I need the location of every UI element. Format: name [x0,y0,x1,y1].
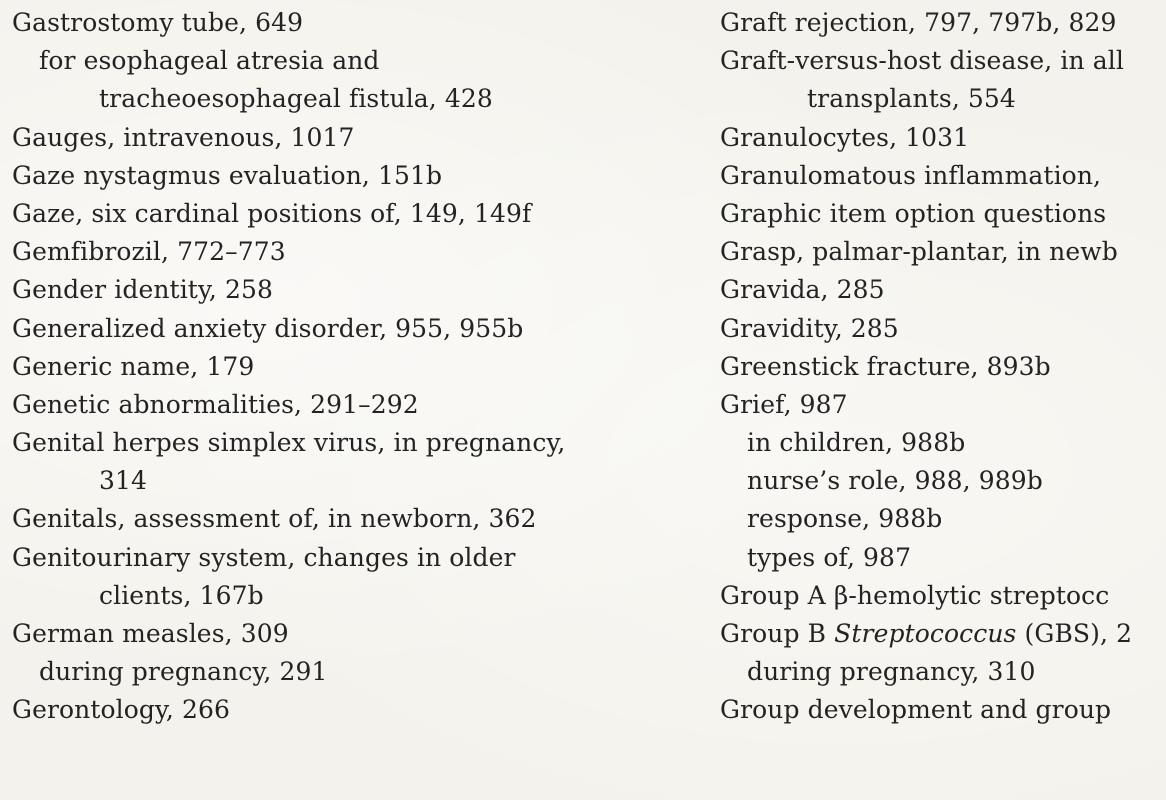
index-entry: German measles, 309 [12,619,289,648]
index-entry-continuation: clients, 167b [99,580,264,610]
index-entry-continuation: tracheoesophageal fistula, 428 [99,84,493,114]
index-entry: Group A β-hemolytic streptocc [720,580,1110,610]
index-subentry: during pregnancy, 291 [39,657,328,687]
index-entry: Gerontology, 266 [12,695,231,725]
index-column-left [12,4,565,730]
index-subentry: nurse’s role, 988, 989b [747,466,1043,496]
index-subentry: in children, 988b [747,428,966,458]
index-entry: Granulomatous inflammation, [720,160,1102,190]
index-subentry: for esophageal atresia and [39,46,380,76]
index-entry: Gender identity, 258 [12,275,273,305]
index-entry: Graft rejection, 797, 797b, 829 [720,8,1117,37]
index-column-right [720,4,1132,730]
index-entry: Gemfibrozil, 772–773 [12,237,286,267]
index-entry-continuation: 314 [99,466,148,496]
index-entry: Granulocytes, 1031 [720,122,970,152]
index-entry: Gauges, intravenous, 1017 [12,122,355,152]
index-entry: Gravidity, 285 [720,313,899,343]
index-entry: Grasp, palmar-plantar, in newb [720,237,1118,267]
index-entry: Genital herpes simplex virus, in pregnancy, [12,428,566,458]
index-subentry: response, 988b [747,504,943,534]
index-entry: Generalized anxiety disorder, 955, 955b [12,313,524,343]
index-entry: Genitals, assessment of, in newborn, 362 [12,504,537,534]
index-entry: Group B Streptococcus (GBS), 2 [720,619,1133,648]
index-entry: Generic name, 179 [12,351,255,381]
index-subentry: types of, 987 [747,542,912,572]
index-entry: Genetic abnormalities, 291–292 [12,389,419,419]
index-subentry: during pregnancy, 310 [747,657,1036,687]
index-entry: Group development and group [720,695,1112,725]
index-entry: Gastrostomy tube, 649 [12,8,304,37]
index-entry: Grief, 987 [720,389,848,419]
index-entry: Gaze nystagmus evaluation, 151b [12,160,443,190]
index-entry: Graphic item option questions [720,198,1107,228]
index-entry-continuation: transplants, 554 [807,84,1016,114]
index-entry: Genitourinary system, changes in older [12,542,516,572]
index-entry: Gaze, six cardinal positions of, 149, 149f [12,198,532,228]
index-entry: Greenstick fracture, 893b [720,351,1051,381]
index-entry: Gravida, 285 [720,275,885,305]
index-entry: Graft-versus-host disease, in all [720,46,1124,76]
